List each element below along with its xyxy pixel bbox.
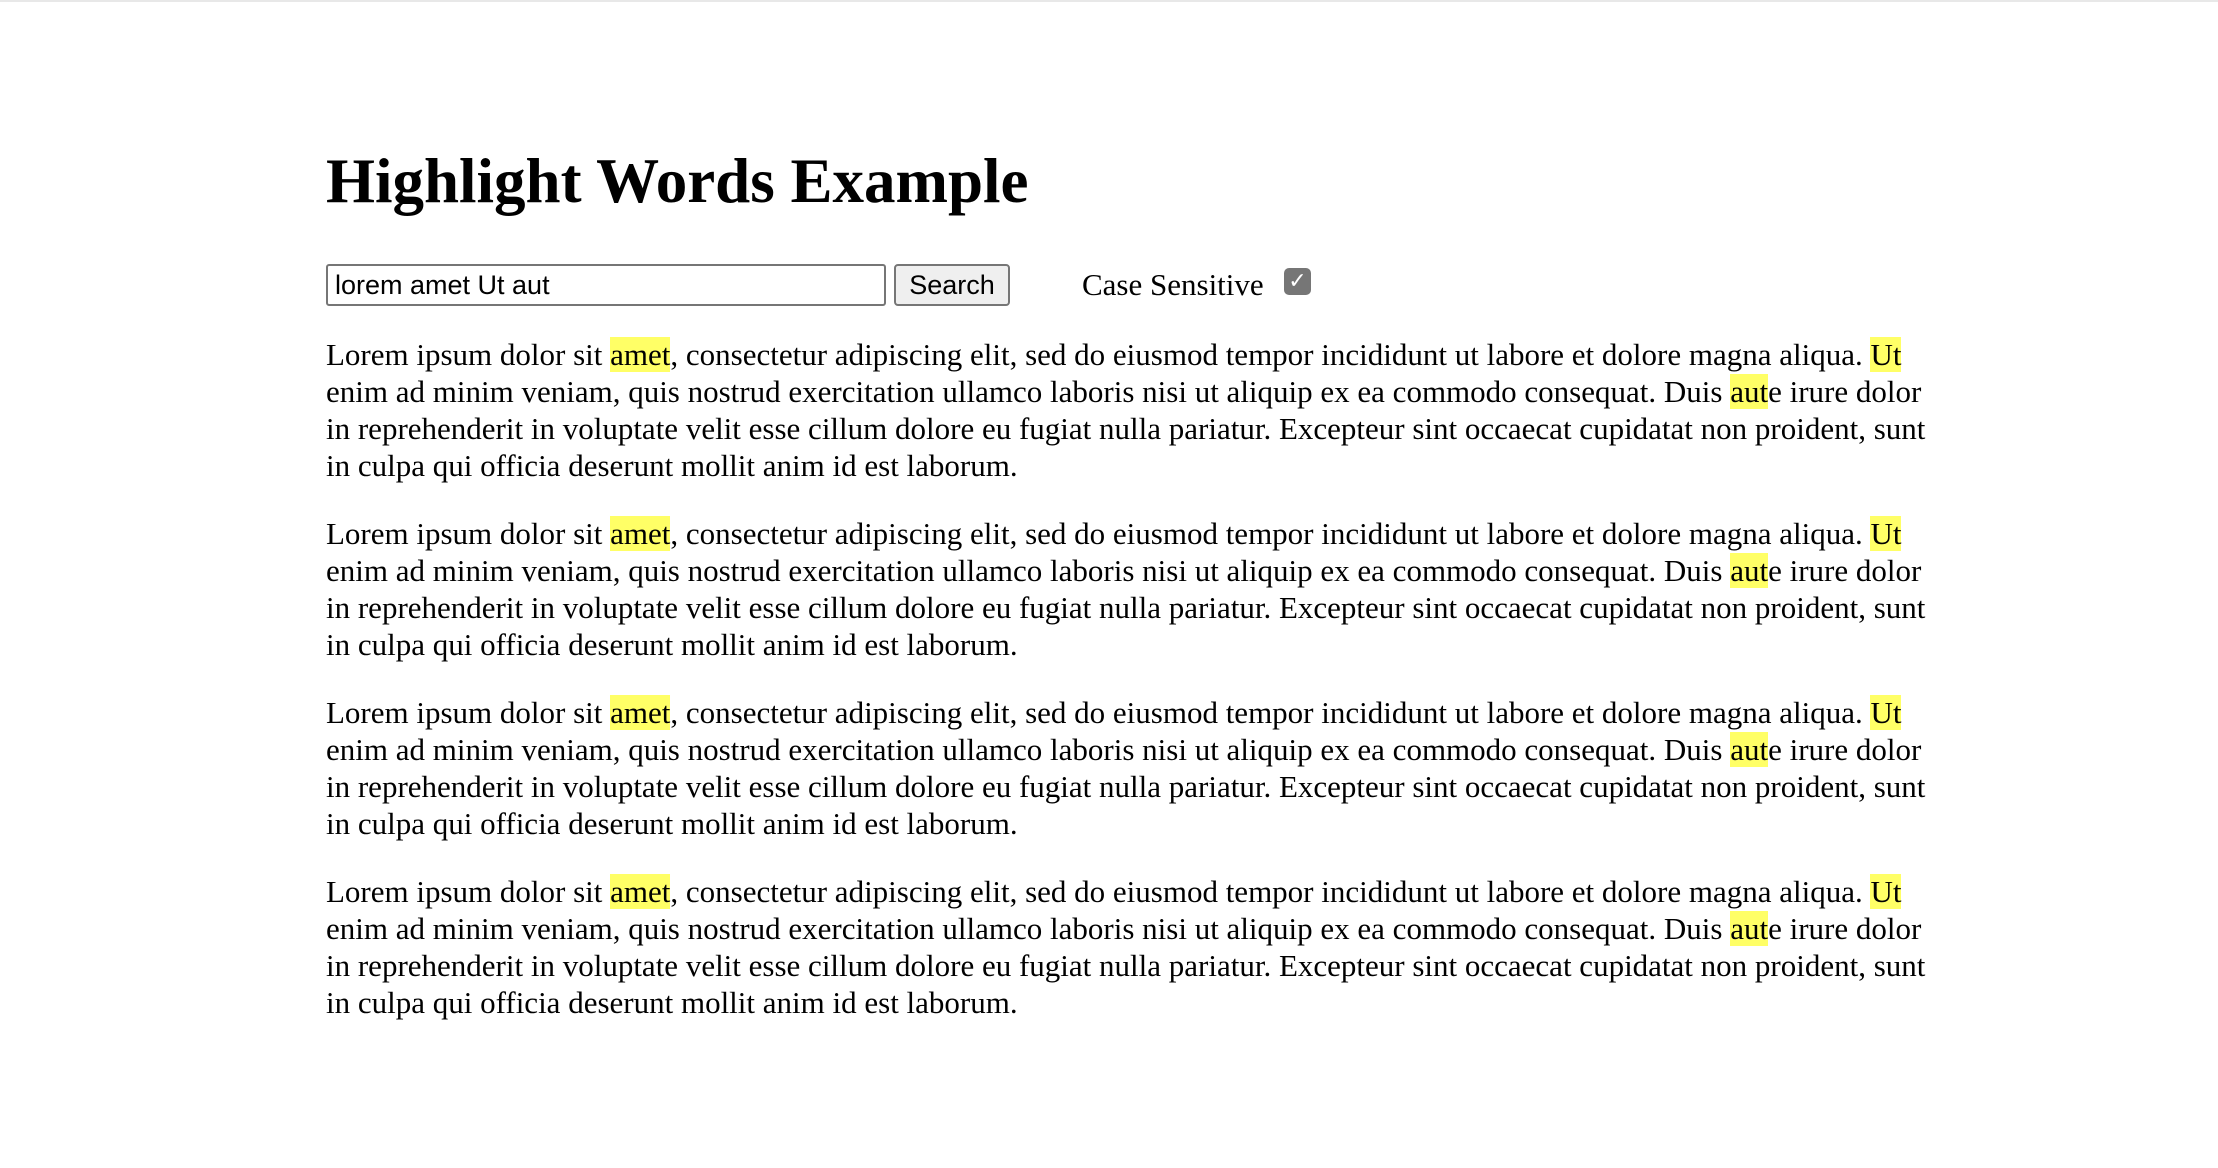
highlighted-word: Ut [1870, 695, 1902, 730]
text-segment: e irure dolor in reprehenderit in voluptate velit esse cillum dolore eu fugiat nulla pariatur. Excepteur sint occaecat cupidatat non proident, sunt in culpa qui officia deserunt mollit anim id est laborum. [326, 553, 1926, 662]
highlighted-word: aut [1730, 374, 1769, 409]
paragraph [326, 694, 1936, 842]
text-segment: enim ad minim veniam, quis nostrud exercitation ullamco laboris nisi ut aliquip ex ea commodo consequat. Duis [326, 732, 1731, 767]
highlighted-word: Ut [1870, 874, 1902, 909]
text-segment: enim ad minim veniam, quis nostrud exercitation ullamco laboris nisi ut aliquip ex ea commodo consequat. Duis [326, 553, 1731, 588]
highlighted-word: amet [610, 337, 671, 372]
text-segment: Lorem ipsum dolor sit [326, 695, 611, 730]
case-sensitive-checkbox[interactable]: ✓ [1284, 268, 1311, 295]
text-segment: Lorem ipsum dolor sit [326, 516, 611, 551]
case-sensitive-label: Case Sensitive [1082, 267, 1264, 302]
paragraph [326, 336, 1936, 484]
text-segment: , consectetur adipiscing elit, sed do eiusmod tempor incididunt ut labore et dolore magna aliqua. [670, 695, 1871, 730]
search-controls [326, 264, 1926, 308]
text-segment: , consectetur adipiscing elit, sed do eiusmod tempor incididunt ut labore et dolore magna aliqua. [670, 337, 1871, 372]
text-segment: Lorem ipsum dolor sit [326, 874, 611, 909]
highlighted-word: aut [1730, 553, 1769, 588]
paragraph [326, 515, 1936, 663]
highlighted-word: amet [610, 874, 671, 909]
highlighted-word: amet [610, 695, 671, 730]
search-button[interactable]: Search [894, 264, 1010, 306]
highlighted-word: Ut [1870, 337, 1902, 372]
highlighted-word: Ut [1870, 516, 1902, 551]
text-segment: enim ad minim veniam, quis nostrud exercitation ullamco laboris nisi ut aliquip ex ea commodo consequat. Duis [326, 374, 1731, 409]
highlighted-word: aut [1730, 732, 1769, 767]
text-segment: e irure dolor in reprehenderit in voluptate velit esse cillum dolore eu fugiat nulla pariatur. Excepteur sint occaecat cupidatat non proident, sunt in culpa qui officia deserunt mollit anim id est laborum. [326, 911, 1926, 1020]
highlighted-word: amet [610, 516, 671, 551]
results-text [326, 336, 1936, 1052]
text-segment: enim ad minim veniam, quis nostrud exercitation ullamco laboris nisi ut aliquip ex ea commodo consequat. Duis [326, 911, 1731, 946]
top-border [0, 0, 2218, 2]
text-segment: Lorem ipsum dolor sit [326, 337, 611, 372]
paragraph [326, 873, 1936, 1021]
text-segment: e irure dolor in reprehenderit in voluptate velit esse cillum dolore eu fugiat nulla pariatur. Excepteur sint occaecat cupidatat non proident, sunt in culpa qui officia deserunt mollit anim id est laborum. [326, 374, 1926, 483]
text-segment: , consectetur adipiscing elit, sed do eiusmod tempor incididunt ut labore et dolore magna aliqua. [670, 874, 1871, 909]
highlighted-word: aut [1730, 911, 1769, 946]
text-segment: e irure dolor in reprehenderit in voluptate velit esse cillum dolore eu fugiat nulla pariatur. Excepteur sint occaecat cupidatat non proident, sunt in culpa qui officia deserunt mollit anim id est laborum. [326, 732, 1926, 841]
text-segment: , consectetur adipiscing elit, sed do eiusmod tempor incididunt ut labore et dolore magna aliqua. [670, 516, 1871, 551]
page-title: Highlight Words Example [326, 146, 1029, 216]
search-input[interactable] [326, 264, 886, 306]
